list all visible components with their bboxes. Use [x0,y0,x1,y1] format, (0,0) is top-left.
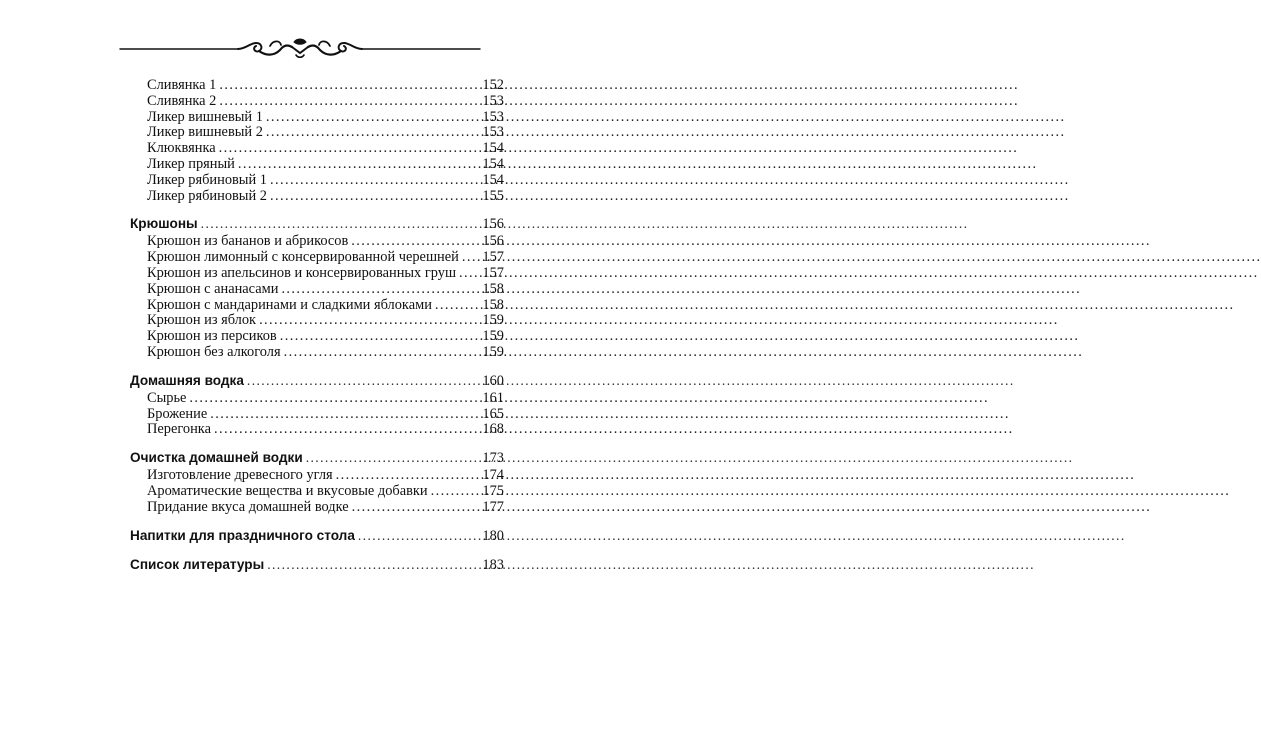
toc-page-number: 155 [482,187,504,204]
toc-entry-title: Изготовление древесного угля [147,467,333,484]
toc-page-number: 159 [482,343,504,360]
dot-leader [210,407,481,423]
toc-page-number: 174 [482,467,504,484]
dot-leader [306,449,482,466]
toc-entry [130,234,504,250]
dot-leader [435,298,482,314]
toc-section [130,78,504,204]
toc-entry-title: Крюшоны [130,216,198,232]
dot-leader [189,391,481,407]
toc-entry [130,468,504,484]
toc-page-number: 173 [482,450,504,467]
dot-leader [219,78,481,94]
toc-page-number: 158 [482,296,504,313]
toc-page-number: 175 [482,482,504,499]
toc-page-number: 154 [482,140,504,157]
toc-entry-title: Сырье [147,389,187,406]
dot-leader [219,141,482,157]
toc-entry-title: Крюшон из апельсинов и консервированных груш [147,264,457,281]
toc-entry-title: Перегонка [147,421,211,438]
toc-section-heading [130,215,504,233]
toc-entry [130,313,504,329]
dot-leader [238,157,482,173]
toc-entry-title: Крюшон из бананов и абрикосов [147,233,349,250]
toc-entry [130,173,504,189]
toc-section-heading [130,372,504,390]
toc-entry-title: Клюквянка [147,140,216,157]
dot-leader [270,189,481,205]
toc-page-number: 168 [482,421,504,438]
dot-leader [284,345,482,361]
toc-entry [130,329,504,345]
toc-page-number: 159 [482,312,504,329]
toc-section [130,215,504,360]
toc-page-number: 154 [482,171,504,188]
toc-page-number: 161 [482,389,504,406]
dot-leader [352,500,482,516]
toc-page-number: 153 [482,92,504,109]
toc-entry [130,110,504,126]
toc-entry-title: Домашняя водка [130,372,244,388]
dot-leader [336,468,482,484]
toc-entry-title: Крюшон с ананасами [147,280,279,297]
toc-entry-title: Ликер пряный [147,155,235,172]
toc-entry-title: Брожение [147,405,208,422]
toc-entry [130,500,504,516]
dot-leader [247,372,482,389]
toc-entry-title: Сливянка 2 [147,92,217,109]
toc-entry-title: Ароматические вещества и вкусовые добавки [147,482,428,499]
toc-entry-title: Придание вкуса домашней водке [147,498,349,515]
toc-page-number: 160 [482,372,504,389]
toc-entry [130,484,504,500]
toc-entry-title: Ликер рябиновый 1 [147,171,267,188]
toc-section-heading [130,527,504,545]
toc-page-number: 183 [482,556,504,573]
toc-page-number: 156 [482,216,504,233]
toc-entry-title: Ликер вишневый 2 [147,124,263,141]
toc-entry [130,407,504,423]
toc-entry-title: Крюшон с мандаринами и сладкими яблоками [147,296,432,313]
toc-entry [130,189,504,205]
dot-leader [281,282,481,298]
dot-leader [280,329,482,345]
dot-leader [259,313,481,329]
toc-page-number: 157 [482,264,504,281]
toc-section [130,556,504,574]
toc-entry-title: Напитки для праздничного стола [130,527,355,543]
toc-page-number: 154 [482,155,504,172]
toc-section [130,449,504,515]
dot-leader [351,234,481,250]
toc-page-number: 152 [482,77,504,93]
toc-entry [130,266,504,282]
toc-page-number: 153 [482,108,504,125]
toc-page-number: 159 [482,328,504,345]
toc-entry [130,391,504,407]
dot-leader [219,94,481,110]
toc-entry [130,125,504,141]
toc-entry [130,141,504,157]
toc-page-number: 177 [482,498,504,515]
dot-leader [431,484,482,500]
toc-entry-title: Список литературы [130,556,265,572]
toc-page-number: 158 [482,280,504,297]
toc-entry [130,94,504,110]
toc-entry [130,78,504,94]
toc-entry [130,282,504,298]
toc-section [130,372,504,438]
toc-entry-title: Ликер рябиновый 2 [147,187,267,204]
dot-leader [214,422,481,438]
toc-entry-title: Крюшон из яблок [147,312,257,329]
toc-entry-title: Крюшон лимонный с консервированной черешней [147,249,459,266]
toc-page-number: 165 [482,405,504,422]
dot-leader [266,110,482,126]
toc-entry-title: Крюшон из персиков [147,328,277,345]
toc-section [130,527,504,545]
dot-leader [459,266,481,282]
dot-leader [462,250,482,266]
toc-entry [130,422,504,438]
toc-entry-title: Очистка домашней водки [130,450,303,466]
dot-leader [270,173,481,189]
dot-leader [266,125,482,141]
decorative-ornament-icon [120,34,480,64]
toc-entry [130,250,504,266]
toc-page-number: 180 [482,527,504,544]
toc-entry [130,157,504,173]
toc-page-number: 157 [482,249,504,266]
toc-section-heading [130,449,504,467]
toc-entry-title: Ликер вишневый 1 [147,108,263,125]
dot-leader [358,527,482,544]
toc-section-heading [130,556,504,574]
toc-entry [130,345,504,361]
dot-leader [267,556,481,573]
dot-leader [201,215,482,232]
toc-entry-title: Крюшон без алкоголя [147,343,281,360]
toc-entry [130,298,504,314]
toc-page-number: 153 [482,124,504,141]
table-of-contents [130,78,504,575]
toc-page-number: 156 [482,233,504,250]
toc-entry-title: Сливянка 1 [147,77,217,93]
